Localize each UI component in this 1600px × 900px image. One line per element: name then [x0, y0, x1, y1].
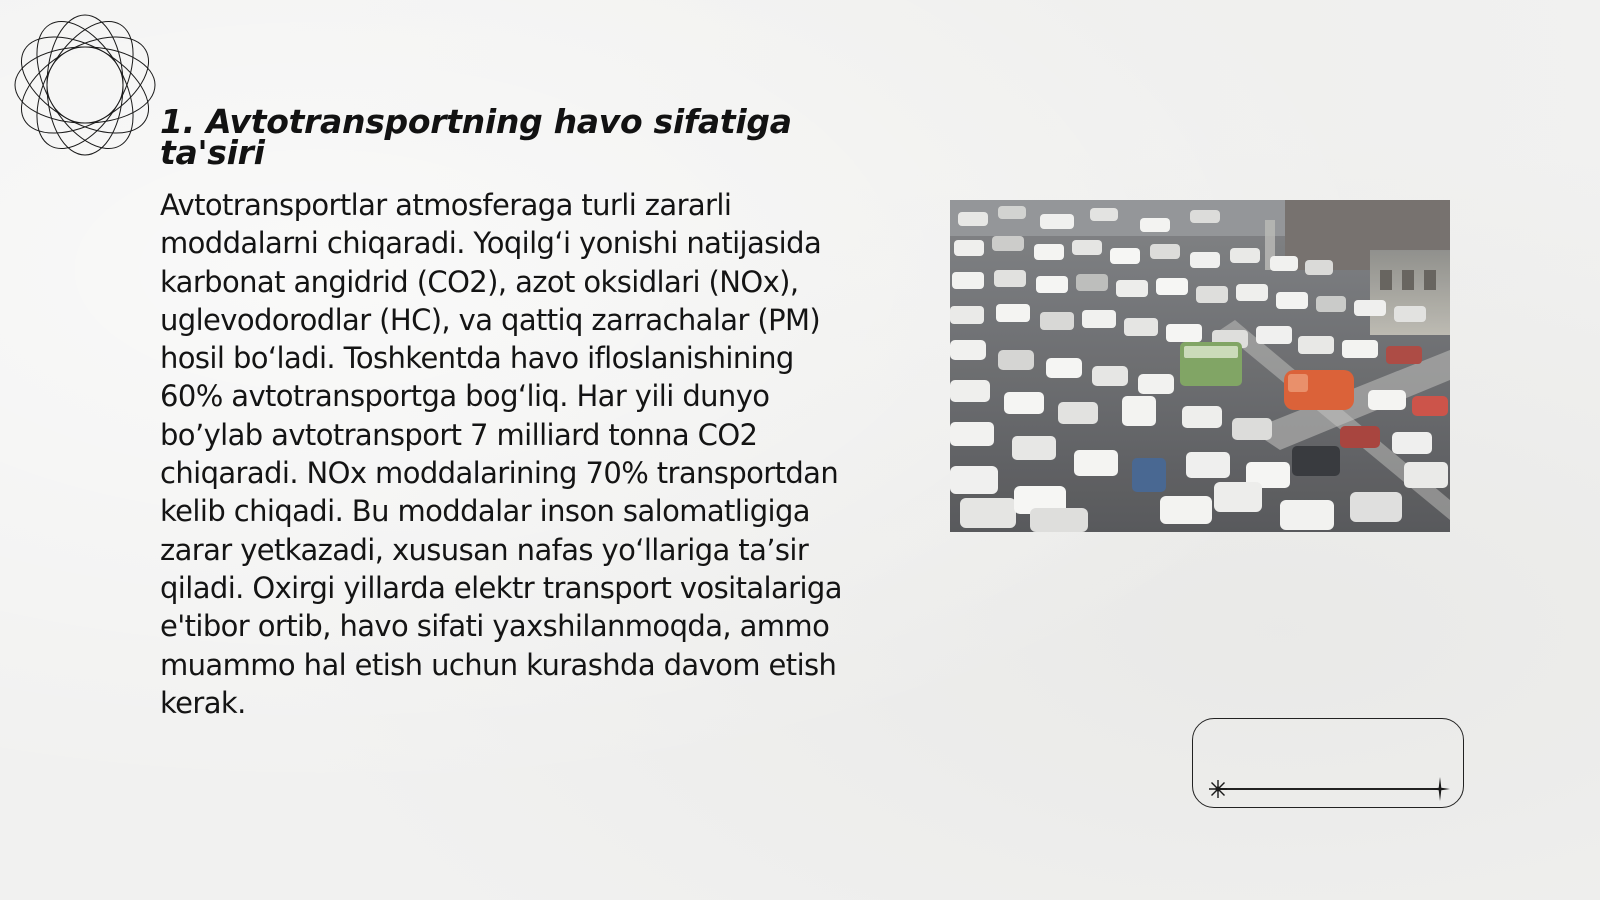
circular-line-ornament-icon — [10, 10, 160, 160]
decorative-frame — [1192, 718, 1464, 808]
slide-body-text: Avtotransportlar atmosferaga turli zararli moddalarni chiqaradi. Yoqilg‘i yonishi natijasida karbonat angidrid (CO2), azot oksidlari (NOx), uglevodorodlar (HC), va qattiq zarrachalar (PM) hosil bo‘ladi. Toshkentda havo ifloslanishining 60% avtotransportga bog‘liq. Har yili dunyo bo’ylab avtotransport 7 milliard tonna CO2 chiqaradi. NOx moddalarining 70% transportdan kelib chiqadi. Bu moddalar inson salomatligiga zarar yetkazadi, xususan nafas yo‘llariga ta’sir qiladi. Oxirgi yillarda elektr transport vositalariga e'tibor ortib, havo sifati yaxshilanmoqda, ammo muammo hal etish uchun kurashda davom etish kerak. — [160, 188, 842, 720]
sparkle-icon — [1207, 778, 1229, 800]
traffic-jam-photo — [950, 200, 1450, 532]
four-point-star-icon — [1429, 776, 1451, 802]
slide-title: 1. Avtotransportning havo sifatiga ta'siri — [160, 102, 792, 172]
divider-line — [1217, 788, 1439, 790]
